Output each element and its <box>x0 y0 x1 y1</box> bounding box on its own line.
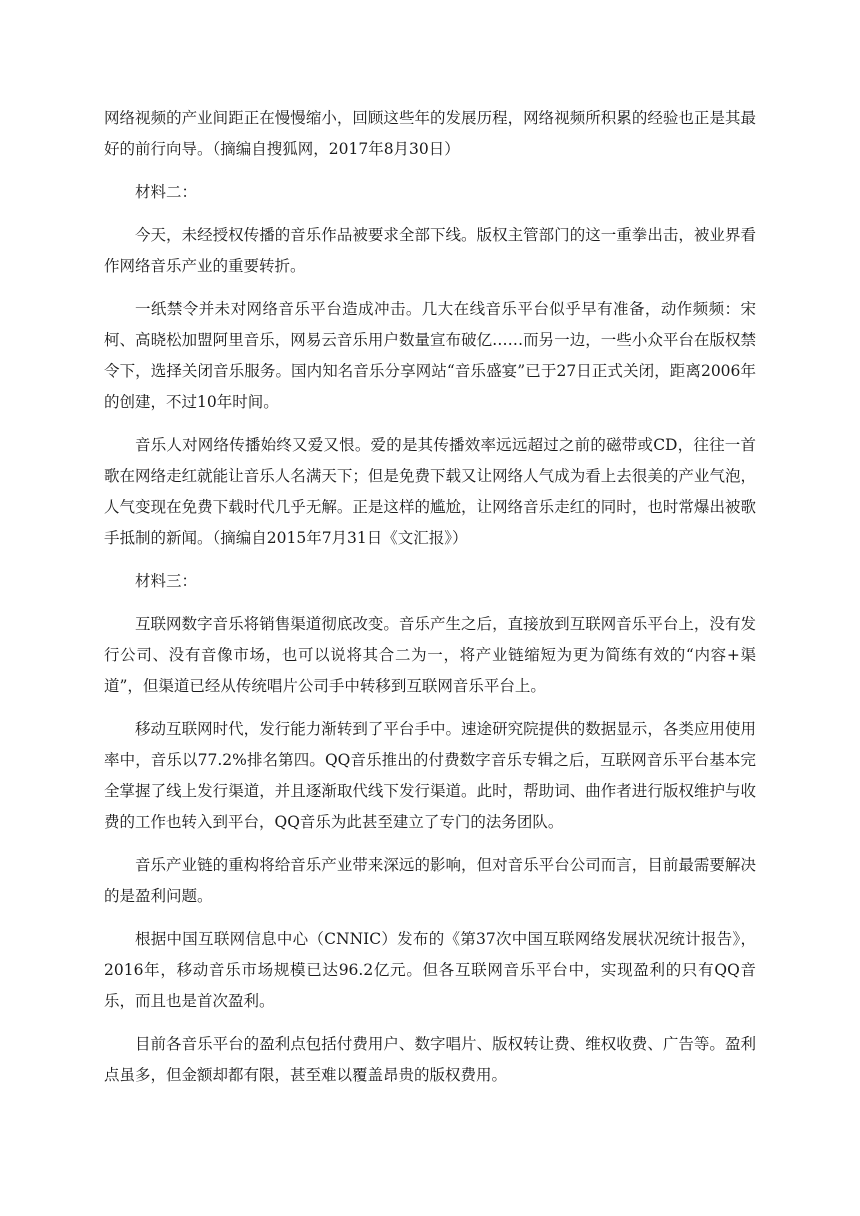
paragraph: 互联网数字音乐将销售渠道彻底改变。音乐产生之后，直接放到互联网音乐平台上，没有发行公司、没有音像市场，也可以说将其合二为一，将产业链缩短为更为简练有效的“内容+渠道”，但渠道已经从传统唱片公司手中转移到互联网音乐平台上。 <box>104 615 756 695</box>
paragraph: 移动互联网时代，发行能力渐转到了平台手中。速途研究院提供的数据显示，各类应用使用率中，音乐以77.2%排名第四。QQ音乐推出的付费数字音乐专辑之后，互联网音乐平台基本完全掌握了线上发行渠道，并且逐渐取代线下发行渠道。此时，帮助词、曲作者进行版权维护与收费的工作也转入到平台，QQ音乐为此甚至建立了专门的法务团队。 <box>104 720 756 831</box>
paragraph: 音乐人对网络传播始终又爱又恨。爱的是其传播效率远远超过之前的磁带或CD，往往一首歌在网络走红就能让音乐人名满天下；但是免费下载又让网络人气成为看上去很美的产业气泡，人气变现在免费下载时代几乎无解。正是这样的尴尬，让网络音乐走红的同时，也时常爆出被歌手抵制的新闻。（摘编自2015年7月31日《文汇报》） <box>104 436 756 547</box>
paragraph: 今天，未经授权传播的音乐作品被要求全部下线。版权主管部门的这一重拳出击，被业界看作网络音乐产业的重要转折。 <box>104 226 756 275</box>
document-page <box>104 103 756 1103</box>
section-heading-material-3: 材料三： <box>135 572 198 590</box>
paragraph: 目前各音乐平台的盈利点包括付费用户、数字唱片、版权转让费、维权收费、广告等。盈利点虽多，但金额却都有限，甚至难以覆盖昂贵的版权费用。 <box>104 1035 756 1084</box>
paragraph: 根据中国互联网信息中心（CNNIC）发布的《第37次中国互联网络发展状况统计报告》，2016年，移动音乐市场规模已达96.2亿元。但各互联网音乐平台中，实现盈利的只有QQ音乐，而且也是首次盈利。 <box>104 930 756 1010</box>
paragraph: 音乐产业链的重构将给音乐产业带来深远的影响，但对音乐平台公司而言，目前最需要解决的是盈利问题。 <box>104 856 756 905</box>
section-heading-material-2: 材料二： <box>135 183 198 201</box>
paragraph-continuation: 网络视频的产业间距正在慢慢缩小，回顾这些年的发展历程，网络视频所积累的经验也正是其最好的前行向导。（摘编自搜狐网，2017年8月30日） <box>104 109 756 158</box>
paragraph: 一纸禁令并未对网络音乐平台造成冲击。几大在线音乐平台似乎早有准备，动作频频：宋柯、高晓松加盟阿里音乐，网易云音乐用户数量宣布破亿……而另一边，一些小众平台在版权禁令下，选择关闭音乐服务。国内知名音乐分享网站“音乐盛宴”已于27日正式关闭，距离2006年的创建，不过10年时间。 <box>104 300 756 411</box>
